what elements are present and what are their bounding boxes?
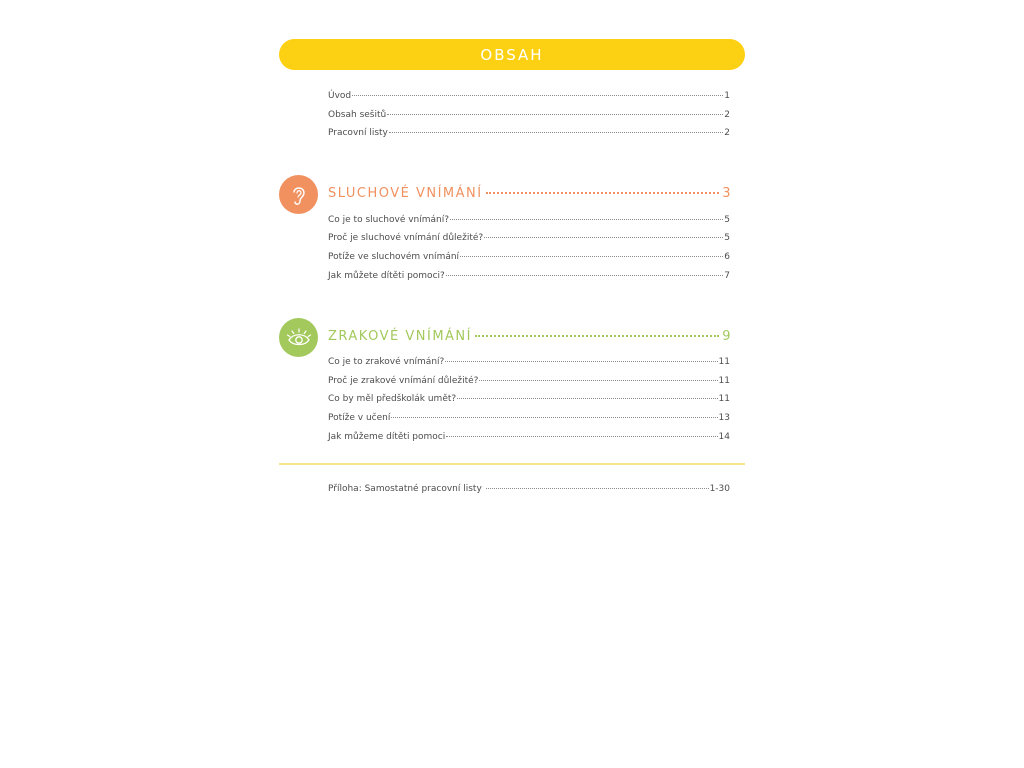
divider — [279, 463, 745, 465]
toc-item-page: 11 — [718, 394, 730, 404]
toc-item-label: Co by měl předškolák umět? — [328, 394, 457, 404]
dot-leader — [484, 237, 723, 238]
toc-item-page: 5 — [724, 215, 730, 225]
section-heading-sluchove[interactable] — [328, 186, 732, 202]
page-title: OBSAH — [480, 45, 544, 64]
toc-item-label: Úvod — [328, 91, 352, 101]
toc-item-label: Jak můžete dítěti pomoci? — [328, 271, 445, 281]
dot-leader — [391, 417, 717, 418]
toc-item[interactable] — [328, 251, 730, 263]
section-icon-sluchove — [279, 175, 318, 214]
toc-item-label: Co je to zrakové vnímání? — [328, 357, 445, 367]
toc-item[interactable] — [328, 232, 730, 244]
dot-leader — [460, 256, 723, 257]
toc-item-appendix[interactable] — [328, 483, 730, 495]
toc-item-page: 5 — [724, 233, 730, 243]
dot-leader — [387, 114, 723, 115]
section-title: ZRAKOVÉ VNÍMÁNÍ — [328, 329, 472, 344]
dot-leader — [389, 132, 723, 133]
dot-leader — [446, 275, 723, 276]
toc-item[interactable] — [328, 393, 730, 405]
toc-item-label: Příloha: Samostatné pracovní listy — [328, 484, 482, 494]
toc-item[interactable] — [328, 375, 730, 387]
toc-item-label: Co je to sluchové vnímání? — [328, 215, 450, 225]
toc-item-page: 14 — [718, 432, 730, 442]
toc-item-label: Potíže ve sluchovém vnímání — [328, 252, 460, 262]
toc-item-label: Obsah sešitů — [328, 110, 387, 120]
header-bar — [279, 39, 745, 70]
toc-item-page: 13 — [718, 413, 730, 423]
toc-item[interactable] — [328, 214, 730, 226]
toc-item-label: Proč je sluchové vnímání důležité? — [328, 233, 484, 243]
dot-leader — [446, 436, 717, 437]
section-title: SLUCHOVÉ VNÍMÁNÍ — [328, 186, 483, 201]
toc-item[interactable] — [328, 109, 730, 121]
dot-leader — [475, 335, 719, 337]
dot-leader — [479, 380, 717, 381]
section-heading-zrakove[interactable] — [328, 329, 732, 345]
toc-item-page: 1 — [724, 91, 730, 101]
ear-icon — [288, 183, 310, 207]
section-page: 9 — [722, 329, 732, 344]
dot-leader — [457, 398, 717, 399]
toc-item[interactable] — [328, 90, 730, 102]
dot-leader — [352, 95, 723, 96]
section-icon-zrakove — [279, 318, 318, 357]
toc-item-label: Potíže v učení — [328, 413, 391, 423]
toc-item-page: 11 — [718, 376, 730, 386]
dot-leader — [445, 361, 717, 362]
toc-item-page: 7 — [724, 271, 730, 281]
toc-item[interactable] — [328, 412, 730, 424]
toc-item[interactable] — [328, 431, 730, 443]
toc-item-label: Jak můžeme dítěti pomoci — [328, 432, 446, 442]
dot-leader — [486, 488, 709, 489]
eye-icon — [286, 327, 312, 349]
toc-item-page: 6 — [724, 252, 730, 262]
toc-item[interactable] — [328, 270, 730, 282]
toc-item-page: 2 — [724, 110, 730, 120]
toc-item-page: 1-30 — [709, 484, 730, 494]
section-page: 3 — [722, 186, 732, 201]
toc-item[interactable] — [328, 127, 730, 139]
dot-leader — [486, 192, 720, 194]
toc-item-label: Pracovní listy — [328, 128, 388, 138]
toc-item-page: 11 — [718, 357, 730, 367]
toc-item-page: 2 — [724, 128, 730, 138]
toc-item[interactable] — [328, 356, 730, 368]
dot-leader — [450, 219, 723, 220]
toc-item-label: Proč je zrakové vnímání důležité? — [328, 376, 479, 386]
